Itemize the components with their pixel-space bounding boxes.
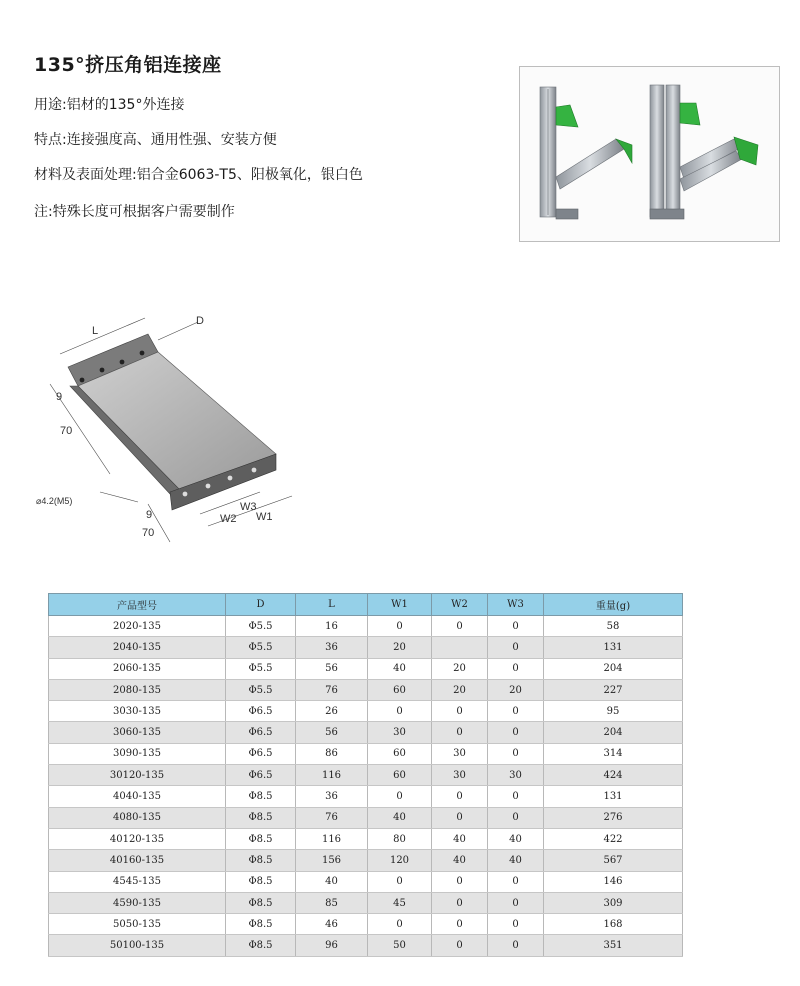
- table-cell: 276: [544, 807, 683, 828]
- table-cell: Φ8.5: [226, 871, 296, 892]
- product-photo-illustration: [520, 67, 779, 241]
- table-cell: 5050-135: [49, 914, 226, 935]
- table-cell: 0: [488, 701, 544, 722]
- table-cell: 0: [488, 616, 544, 637]
- table-cell: 116: [296, 828, 368, 849]
- table-cell: 0: [432, 807, 488, 828]
- table-header-row: [49, 594, 683, 616]
- table-cell: 0: [368, 914, 432, 935]
- table-row: [49, 850, 683, 871]
- table-cell: 0: [432, 701, 488, 722]
- table-cell: [432, 637, 488, 658]
- table-cell: Φ8.5: [226, 914, 296, 935]
- table-cell: 0: [488, 743, 544, 764]
- table-cell: Φ8.5: [226, 892, 296, 913]
- column-header: D: [226, 594, 296, 616]
- table-row: [49, 637, 683, 658]
- table-cell: Φ5.5: [226, 616, 296, 637]
- table-cell: 40: [432, 850, 488, 871]
- table-cell: 0: [432, 892, 488, 913]
- table-cell: 40: [488, 850, 544, 871]
- table-cell: 2080-135: [49, 679, 226, 700]
- table-cell: Φ8.5: [226, 786, 296, 807]
- table-cell: 40: [368, 658, 432, 679]
- table-cell: Φ6.5: [226, 765, 296, 786]
- table-cell: 0: [488, 722, 544, 743]
- table-cell: 40: [296, 871, 368, 892]
- table-cell: 0: [432, 722, 488, 743]
- table-row: [49, 722, 683, 743]
- column-header: 产品型号: [49, 594, 226, 616]
- table-cell: 40: [368, 807, 432, 828]
- table-cell: 2060-135: [49, 658, 226, 679]
- hole: [100, 368, 105, 373]
- table-cell: Φ5.5: [226, 637, 296, 658]
- dim-70-bottom: 70: [142, 527, 155, 539]
- table-cell: Φ6.5: [226, 743, 296, 764]
- table-cell: 0: [432, 616, 488, 637]
- hole: [183, 492, 188, 497]
- table-cell: 60: [368, 679, 432, 700]
- table-cell: 2020-135: [49, 616, 226, 637]
- column-header: 重量(g): [544, 594, 683, 616]
- table-cell: 309: [544, 892, 683, 913]
- table-cell: 30: [488, 765, 544, 786]
- table-cell: 567: [544, 850, 683, 871]
- table-cell: 50: [368, 935, 432, 956]
- table-cell: 0: [488, 871, 544, 892]
- page-title: 135°挤压角铝连接座: [34, 54, 222, 76]
- hole: [80, 378, 85, 383]
- table-cell: 424: [544, 765, 683, 786]
- table-cell: 46: [296, 914, 368, 935]
- dim-W3: W3: [240, 501, 257, 513]
- table-row: [49, 679, 683, 700]
- table-cell: 26: [296, 701, 368, 722]
- table-cell: 422: [544, 828, 683, 849]
- table-row: [49, 935, 683, 956]
- table-cell: 56: [296, 658, 368, 679]
- table-cell: 40120-135: [49, 828, 226, 849]
- dim-70-top: 70: [60, 425, 73, 437]
- table-cell: 50100-135: [49, 935, 226, 956]
- table-cell: Φ8.5: [226, 850, 296, 871]
- table-cell: 0: [488, 892, 544, 913]
- table-row: [49, 828, 683, 849]
- table-cell: 131: [544, 637, 683, 658]
- table-cell: 0: [368, 701, 432, 722]
- table-cell: 0: [432, 914, 488, 935]
- table-cell: 80: [368, 828, 432, 849]
- table-cell: 0: [368, 616, 432, 637]
- table-cell: 45: [368, 892, 432, 913]
- table-cell: 0: [488, 786, 544, 807]
- dim-9-bottom: 9: [146, 509, 153, 521]
- table-cell: Φ6.5: [226, 722, 296, 743]
- table-row: [49, 914, 683, 935]
- hole: [140, 351, 145, 356]
- table-cell: 0: [432, 786, 488, 807]
- table-cell: 168: [544, 914, 683, 935]
- usage-text: 用途:铝材的135°外连接: [34, 97, 185, 113]
- table-cell: 351: [544, 935, 683, 956]
- table-cell: 120: [368, 850, 432, 871]
- table-cell: Φ5.5: [226, 658, 296, 679]
- dim-D: D: [196, 315, 204, 327]
- hole: [228, 476, 233, 481]
- product-photo: [519, 66, 780, 242]
- table-cell: 56: [296, 722, 368, 743]
- table-cell: 0: [488, 807, 544, 828]
- table-cell: 30: [432, 743, 488, 764]
- table-cell: 30: [368, 722, 432, 743]
- table-row: [49, 743, 683, 764]
- column-header: L: [296, 594, 368, 616]
- table-cell: 40: [488, 828, 544, 849]
- table-cell: 40: [432, 828, 488, 849]
- table-cell: 227: [544, 679, 683, 700]
- table-cell: Φ5.5: [226, 679, 296, 700]
- table-cell: 3060-135: [49, 722, 226, 743]
- table-cell: 58: [544, 616, 683, 637]
- table-row: [49, 871, 683, 892]
- table-cell: 20: [368, 637, 432, 658]
- table-row: [49, 807, 683, 828]
- table-cell: 36: [296, 637, 368, 658]
- table-cell: 0: [488, 658, 544, 679]
- table-cell: 30120-135: [49, 765, 226, 786]
- table-row: [49, 701, 683, 722]
- dim-W1: W1: [256, 511, 273, 523]
- dim-9-top: 9: [56, 391, 63, 403]
- table-cell: 4590-135: [49, 892, 226, 913]
- material-text: 材料及表面处理:铝合金6063-T5、阳极氧化，银白色: [34, 167, 363, 183]
- table-cell: 314: [544, 743, 683, 764]
- table-cell: 60: [368, 743, 432, 764]
- table-cell: Φ8.5: [226, 935, 296, 956]
- table-cell: 131: [544, 786, 683, 807]
- table-cell: 2040-135: [49, 637, 226, 658]
- table-cell: 204: [544, 722, 683, 743]
- table-cell: 0: [432, 871, 488, 892]
- hole: [252, 468, 257, 473]
- table-cell: Φ8.5: [226, 828, 296, 849]
- table-cell: 20: [488, 679, 544, 700]
- table-cell: 0: [368, 786, 432, 807]
- table-cell: 4545-135: [49, 871, 226, 892]
- dim-L: L: [92, 325, 99, 337]
- table-cell: 30: [432, 765, 488, 786]
- table-cell: Φ6.5: [226, 701, 296, 722]
- spec-table: [48, 593, 683, 957]
- table-cell: 16: [296, 616, 368, 637]
- features-text: 特点:连接强度高、通用性强、安装方便: [34, 132, 277, 148]
- table-cell: 146: [544, 871, 683, 892]
- hole: [206, 484, 211, 489]
- table-cell: 0: [432, 935, 488, 956]
- table-cell: 3030-135: [49, 701, 226, 722]
- table-cell: 0: [368, 871, 432, 892]
- table-cell: 36: [296, 786, 368, 807]
- bracket-drawing: [30, 304, 330, 554]
- table-cell: 156: [296, 850, 368, 871]
- table-row: [49, 786, 683, 807]
- table-cell: 95: [544, 701, 683, 722]
- dim-hole: ⌀4.2(M5): [36, 496, 73, 506]
- table-cell: 116: [296, 765, 368, 786]
- note-text: 注:特殊长度可根据客户需要制作: [34, 204, 235, 220]
- table-cell: 76: [296, 679, 368, 700]
- table-cell: 0: [488, 637, 544, 658]
- table-cell: 4040-135: [49, 786, 226, 807]
- table-cell: 3090-135: [49, 743, 226, 764]
- table-cell: 0: [488, 914, 544, 935]
- column-header: W1: [368, 594, 432, 616]
- table-cell: 4080-135: [49, 807, 226, 828]
- table-cell: 85: [296, 892, 368, 913]
- column-header: W3: [488, 594, 544, 616]
- table-cell: 60: [368, 765, 432, 786]
- column-header: W2: [432, 594, 488, 616]
- table-cell: 96: [296, 935, 368, 956]
- table-row: [49, 658, 683, 679]
- table-cell: Φ8.5: [226, 807, 296, 828]
- table-cell: 76: [296, 807, 368, 828]
- table-cell: 204: [544, 658, 683, 679]
- table-row: [49, 616, 683, 637]
- table-row: [49, 765, 683, 786]
- table-cell: 20: [432, 658, 488, 679]
- table-cell: 40160-135: [49, 850, 226, 871]
- table-cell: 0: [488, 935, 544, 956]
- table-cell: 20: [432, 679, 488, 700]
- dim-W2: W2: [220, 513, 237, 525]
- table-row: [49, 892, 683, 913]
- table-cell: 86: [296, 743, 368, 764]
- hole: [120, 360, 125, 365]
